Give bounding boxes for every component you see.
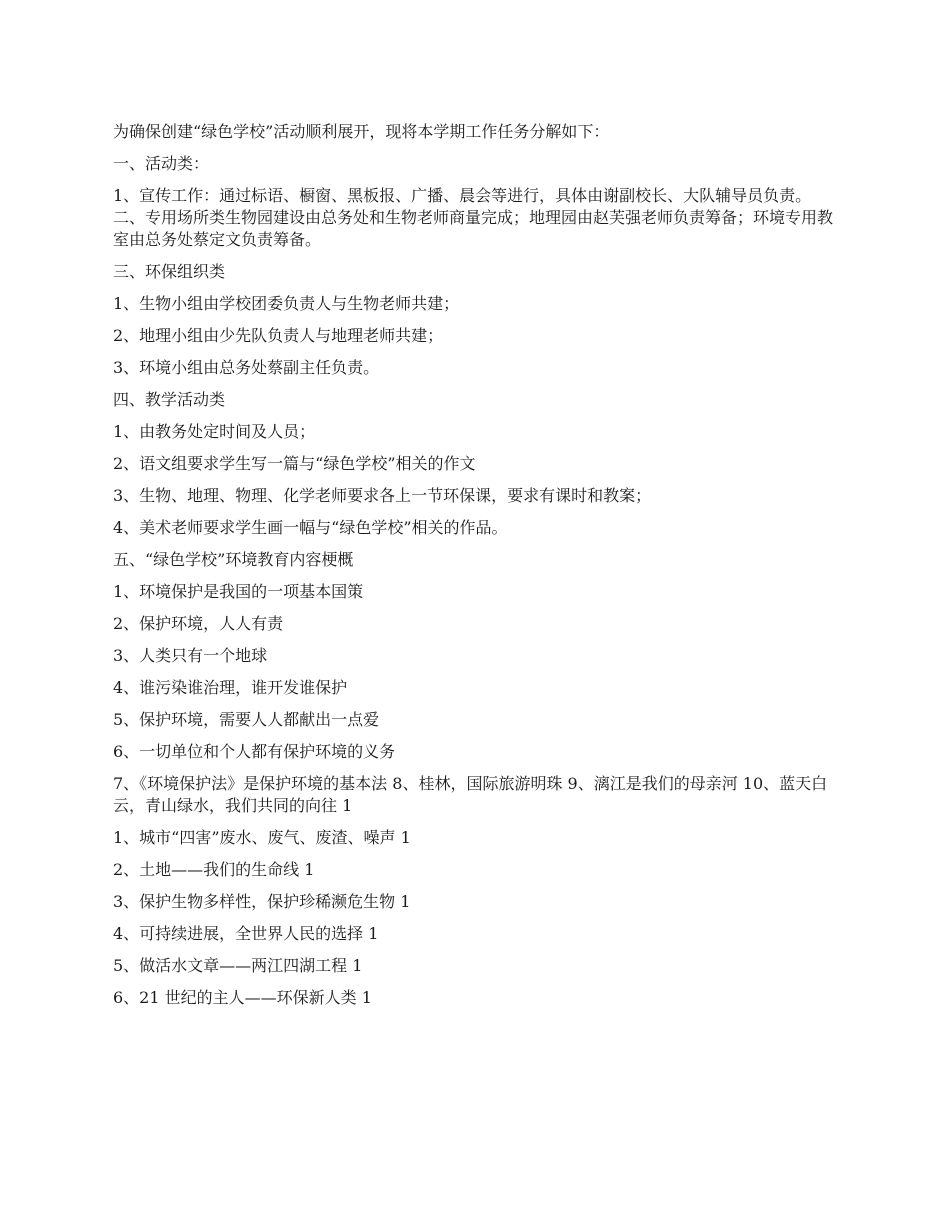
section-heading-education-content: 五、“绿色学校”环境教育内容梗概 <box>113 550 354 569</box>
section-heading-environmental-organizations: 三、环保组织类 <box>113 262 226 281</box>
list-item: 1、生物小组由学校团委负责人与生物老师共建； <box>113 294 460 313</box>
document-body <box>113 121 841 1019</box>
list-item: 3、人类只有一个地球 <box>113 646 268 665</box>
list-item: 2、土地——我们的生命线 1 <box>113 860 315 879</box>
list-item: 1、城市“四害”废水、废气、废渣、噪声 1 <box>113 828 411 847</box>
list-item: 5、保护环境，需要人人都献出一点爱 <box>113 710 380 729</box>
list-item: 6、一切单位和个人都有保护环境的义务 <box>113 742 396 761</box>
list-item: 1、环境保护是我国的一项基本国策 <box>113 582 364 601</box>
list-item: 4、可持续进展，全世界人民的选择 1 <box>113 924 379 943</box>
intro-paragraph: 为确保创建“绿色学校”活动顺利展开，现将本学期工作任务分解如下： <box>113 122 610 141</box>
list-item: 3、环境小组由总务处蔡副主任负责。 <box>113 358 380 377</box>
section-heading-teaching-activities: 四、教学活动类 <box>113 390 226 409</box>
list-item: 3、生物、地理、物理、化学老师要求各上一节环保课，要求有课时和教案； <box>113 486 652 505</box>
list-item: 2、地理小组由少先队负责人与地理老师共建； <box>113 326 444 345</box>
list-item: 7、《环境保护法》是保护环境的基本法 8、桂林，国际旅游明珠 9、漓江是我们的母亲河 10、蓝天白云，青山绿水，我们共同的向往 1 <box>113 774 828 815</box>
section-heading-activities: 一、活动类： <box>113 154 210 173</box>
list-item: 4、谁污染谁治理，谁开发谁保护 <box>113 678 348 697</box>
list-item: 4、美术老师要求学生画一幅与“绿色学校”相关的作品。 <box>113 518 508 537</box>
list-item: 2、语文组要求学生写一篇与“绿色学校”相关的作文 <box>113 454 476 473</box>
list-item: 6、21 世纪的主人——环保新人类 1 <box>113 988 372 1007</box>
list-item: 5、做活水文章——两江四湖工程 1 <box>113 956 363 975</box>
list-item: 1、由教务处定时间及人员； <box>113 422 316 441</box>
paragraph-publicity: 1、宣传工作：通过标语、橱窗、黑板报、广播、晨会等进行，具体由谢副校长、大队辅导员负责。二、专用场所类生物园建设由总务处和生物老师商量完成；地理园由赵芙强老师负责筹备；环境专用教室由总务处蔡定文负责筹备。 <box>113 186 834 249</box>
list-item: 3、保护生物多样性，保护珍稀濒危生物 1 <box>113 892 411 911</box>
list-item: 2、保护环境，人人有责 <box>113 614 284 633</box>
